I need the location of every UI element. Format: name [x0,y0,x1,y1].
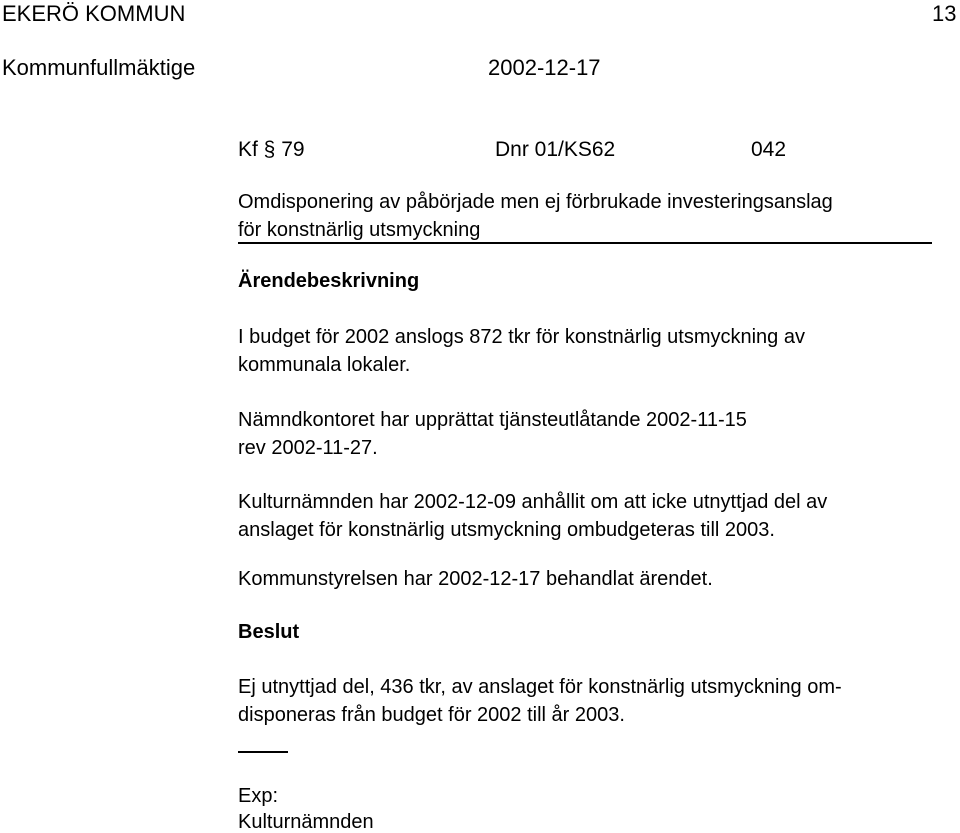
paragraph-1-line-2: kommunala lokaler. [238,354,411,376]
description-heading: Ärendebeskrivning [238,270,420,292]
case-title-line-1: Omdisponering av påbörjade men ej förbrukade investeringsanslag [238,191,833,213]
case-code: 042 [751,138,787,161]
meeting-date: 2002-12-17 [488,55,601,80]
case-title-line-2: för konstnärlig utsmyckning [238,219,481,241]
recipient: Kulturnämnden [238,811,374,833]
title-underline [238,242,932,244]
paragraph-number: Kf § 79 [238,138,305,161]
exp-label: Exp: [238,785,279,807]
body-name: Kommunfullmäktige [2,55,196,80]
paragraph-2-line-2: rev 2002-11-27. [238,437,378,459]
paragraph-4: Kommunstyrelsen har 2002-12-17 behandlat ärendet. [238,568,713,590]
page-number: 13 [932,1,957,26]
diary-number: Dnr 01/KS62 [495,138,616,161]
paragraph-2-line-1: Nämndkontoret har upprättat tjänsteutlåtande 2002-11-15 [238,409,747,431]
paragraph-3-line-2: anslaget för konstnärlig utsmyckning ombudgeteras till 2003. [238,519,775,541]
decision-heading: Beslut [238,621,300,643]
decision-line-1: Ej utnyttjad del, 436 tkr, av anslaget för konstnärlig utsmyckning om- [238,676,842,698]
separator-rule [238,751,288,753]
organization-name: EKERÖ KOMMUN [2,1,186,26]
decision-line-2: disponeras från budget för 2002 till år 2003. [238,704,625,726]
paragraph-3-line-1: Kulturnämnden har 2002-12-09 anhållit om att icke utnyttjad del av [238,491,828,513]
paragraph-1-line-1: I budget för 2002 anslogs 872 tkr för konstnärlig utsmyckning av [238,326,805,348]
